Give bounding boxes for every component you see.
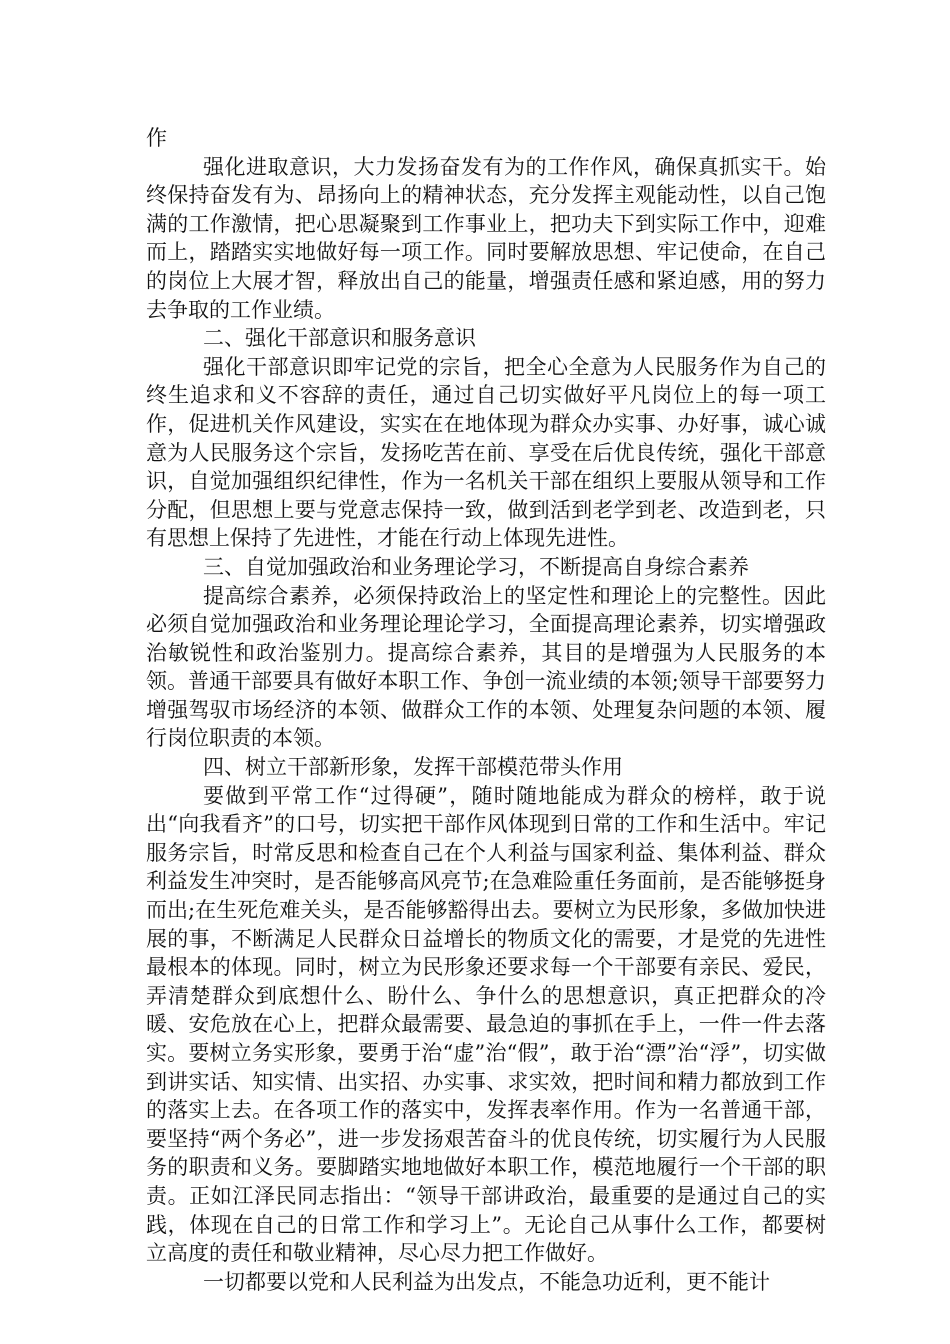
paragraph-party-interest: 一切都要以党和人民利益为出发点，不能急功近利，更不能计 (203, 1269, 770, 1294)
section-heading-2: 二、强化干部意识和服务意识 (203, 326, 476, 351)
section-heading-3: 三、自觉加强政治和业务理论学习，不断提高自身综合素养 (203, 554, 749, 579)
paragraph-enterprising-spirit: 强化进取意识，大力发扬奋发有为的工作作风，确保真抓实干。始终保持奋发有为、昂扬向上的精神状态，充分发挥主观能动性，以自己饱满的工作激情，把心思凝聚到工作事业上，把功夫下到实际工作中，迎难而上，踏踏实实地做好每一项工作。同时要解放思想、牢记使命，在自己的岗位上大展才智，释放出自己的能量，增强责任感和紧迫感，用的努力去争取的工作业绩。 (146, 154, 826, 322)
document-body (146, 124, 826, 1296)
paragraph-new-image: 要做到平常工作“过得硬”，随时随地能成为群众的榜样，敢于说出“向我看齐”的口号，切实把干部作风体现到日常的工作和生活中。牢记服务宗旨，时常反思和检查自己在个人利益与国家利益、集体利益、群众利益发生冲突时，是否能够高风亮节;在急难险重任务面前，是否能够挺身而出;在生死危难关头，是否能够豁得出去。要树立为民形象，多做加快进展的事，不断满足人民群众日益增长的物质文化的需要，才是党的先进性最根本的体现。同时，树立为民形象还要求每一个干部要有亲民、爱民，弄清楚群众到底想什么、盼什么、争什么的思想意识，真正把群众的冷暖、安危放在心上，把群众最需要、最急迫的事抓在手上，一件一件去落实。要树立务实形象，要勇于治“虚”治“假”，敢于治“漂”治“浮”，切实做到讲实话、知实情、出实招、办实事、求实效，把时间和精力都放到工作的落实上去。在各项工作的落实中，发挥表率作用。作为一名普通干部，要坚持“两个务必”，进一步发扬艰苦奋斗的优良传统，切实履行为人民服务的职责和义务。要脚踏实地地做好本职工作，模范地履行一个干部的职责。正如江泽民同志指出：“领导干部讲政治，最重要的是通过自己的实践，体现在自己的日常工作和学习上”。无论自己从事什么工作，都要树立高度的责任和敬业精神，尽心尽力把工作做好。 (146, 783, 826, 1266)
paragraph-cadre-awareness: 强化干部意识即牢记党的宗旨，把全心全意为人民服务作为自己的终生追求和义不容辞的责任，通过自己切实做好平凡岗位上的每一项工作，促进机关作风建设，实实在在地体现为群众办实事、办好事，诚心诚意为人民服务这个宗旨，发扬吃苦在前、享受在后优良传统，强化干部意识，自觉加强组织纪律性，作为一名机关干部在组织上要服从领导和工作分配，但思想上要与党意志保持一致，做到活到老学到老、改造到老，只有思想上保持了先进性，才能在行动上体现先进性。 (146, 354, 826, 551)
paragraph-continuation: 作 (146, 126, 167, 150)
section-heading-4: 四、树立干部新形象，发挥干部模范带头作用 (203, 755, 623, 780)
paragraph-comprehensive-quality: 提高综合素养，必须保持政治上的坚定性和理论上的完整性。因此必须自觉加强政治和业务理论理论学习，全面提高理论素养，切实增强政治敏锐性和政治鉴别力。提高综合素养，其目的是增强为人民服务的本领。普通干部要具有做好本职工作、争创一流业绩的本领;领导干部要努力增强驾驭市场经济的本领、做群众工作的本领、处理复杂问题的本领、履行岗位职责的本领。 (146, 583, 826, 751)
